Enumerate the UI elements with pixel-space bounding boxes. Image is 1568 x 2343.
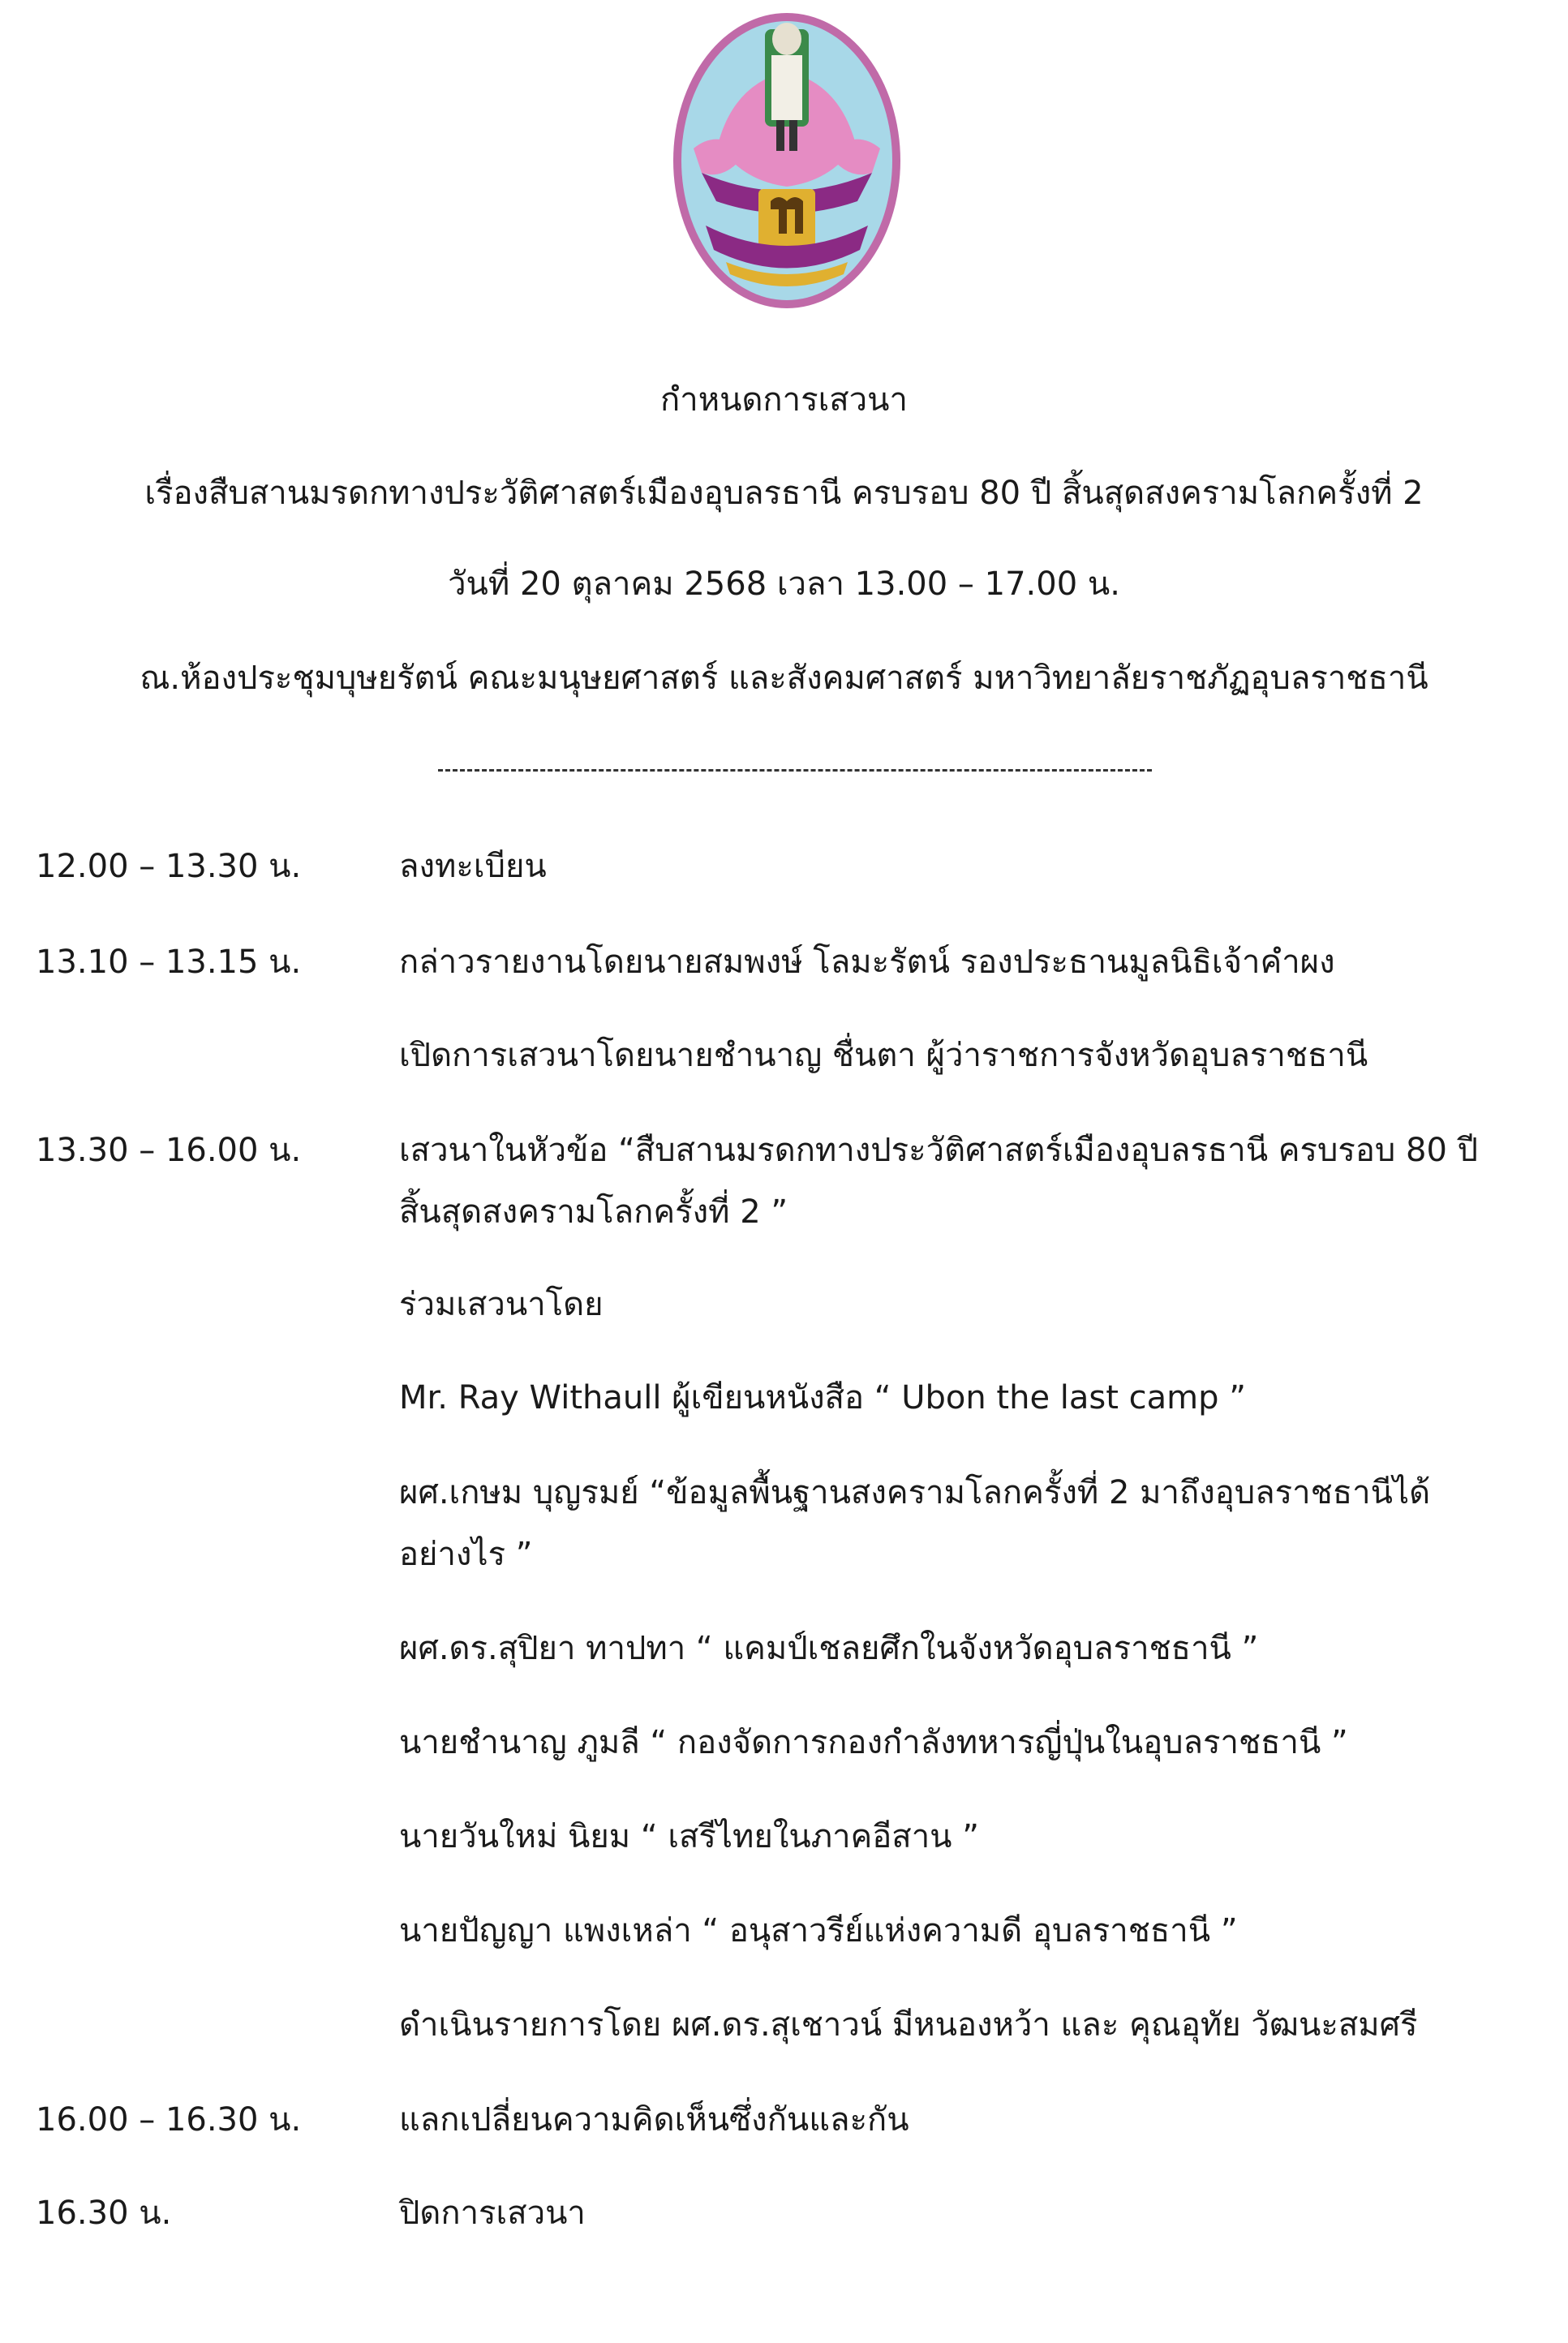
document-title: กำหนดการเสวนา [660, 381, 908, 419]
event-datetime: วันที่ 20 ตุลาคม 2568 เวลา 13.00 – 17.00 น. [448, 565, 1120, 603]
schedule-topic-line: เสวนาในหัวข้อ “สืบสานมรดกทางประวัติศาสตร์เมืองอุบลรธานี ครบรอบ 80 ปี [399, 1132, 1478, 1169]
schedule-time: 13.30 – 16.00 น. [36, 1132, 302, 1169]
schedule-item-text: เปิดการเสวนาโดยนายชำนาญ ชื่นตา ผู้ว่าราชการจังหวัดอุบลราชธานี [399, 1037, 1368, 1074]
schedule-item-text: ปิดการเสวนา [399, 2195, 586, 2232]
schedule-time: 16.30 น. [36, 2195, 172, 2232]
panelist-item: Mr. Ray Withaull ผู้เขียนหนังสือ “ Ubon the last camp ” [399, 1379, 1246, 1417]
panelist-item: นายชำนาญ ภูมลี “ กองจัดการกองกำลังทหารญี่ปุ่นในอุบลราชธานี ” [399, 1724, 1348, 1761]
schedule-time: 16.00 – 16.30 น. [36, 2101, 302, 2139]
panelist-item: นายปัญญา แพงเหล่า “ อนุสาวรีย์แห่งความดี อุบลราชธานี ” [399, 1912, 1238, 1950]
logo-emblem [669, 6, 904, 315]
event-venue: ณ.ห้องประชุมบุษยรัตน์ คณะมนุษยศาสตร์ และสังคมศาสตร์ มหาวิทยาลัยราชภัฏอุบลราชธานี [140, 660, 1428, 697]
panelist-item: นายวันใหม่ นิยม “ เสรีไทยในภาคอีสาน ” [399, 1818, 979, 1855]
section-divider [438, 769, 1152, 772]
schedule-item-text: ลงทะเบียน [399, 848, 547, 885]
document-subject: เรื่องสืบสานมรดกทางประวัติศาสตร์เมืองอุบลรธานี ครบรอบ 80 ปี สิ้นสุดสงครามโลกครั้งที่ 2 [144, 475, 1424, 512]
panelist-item: อย่างไร ” [399, 1536, 533, 1573]
panelist-item: ผศ.ดร.สุปิยา ทาปทา “ แคมป์เชลยศึกในจังหวัดอุบลราชธานี ” [399, 1630, 1259, 1667]
schedule-time: 12.00 – 13.30 น. [36, 848, 302, 885]
moderator-line: ดำเนินรายการโดย ผศ.ดร.สุเชาวน์ มีหนองหว้า และ คุณอุทัย วัฒนะสมศรี [399, 2006, 1418, 2044]
panelist-item: ผศ.เกษม บุญรมย์ “ข้อมูลพื้นฐานสงครามโลกครั้งที่ 2 มาถึงอุบลราชธานีได้ [399, 1474, 1431, 1511]
schedule-item-text: แลกเปลี่ยนความคิดเห็นซึ่งกันและกัน [399, 2101, 909, 2139]
panel-heading: ร่วมเสวนาโดย [399, 1286, 604, 1323]
schedule-topic-line: สิ้นสุดสงครามโลกครั้งที่ 2 ” [399, 1193, 788, 1231]
schedule-item-text: กล่าวรายงานโดยนายสมพงษ์ โลมะรัตน์ รองประธานมูลนิธิเจ้าคำผง [399, 944, 1335, 981]
schedule-time: 13.10 – 13.15 น. [36, 944, 302, 981]
